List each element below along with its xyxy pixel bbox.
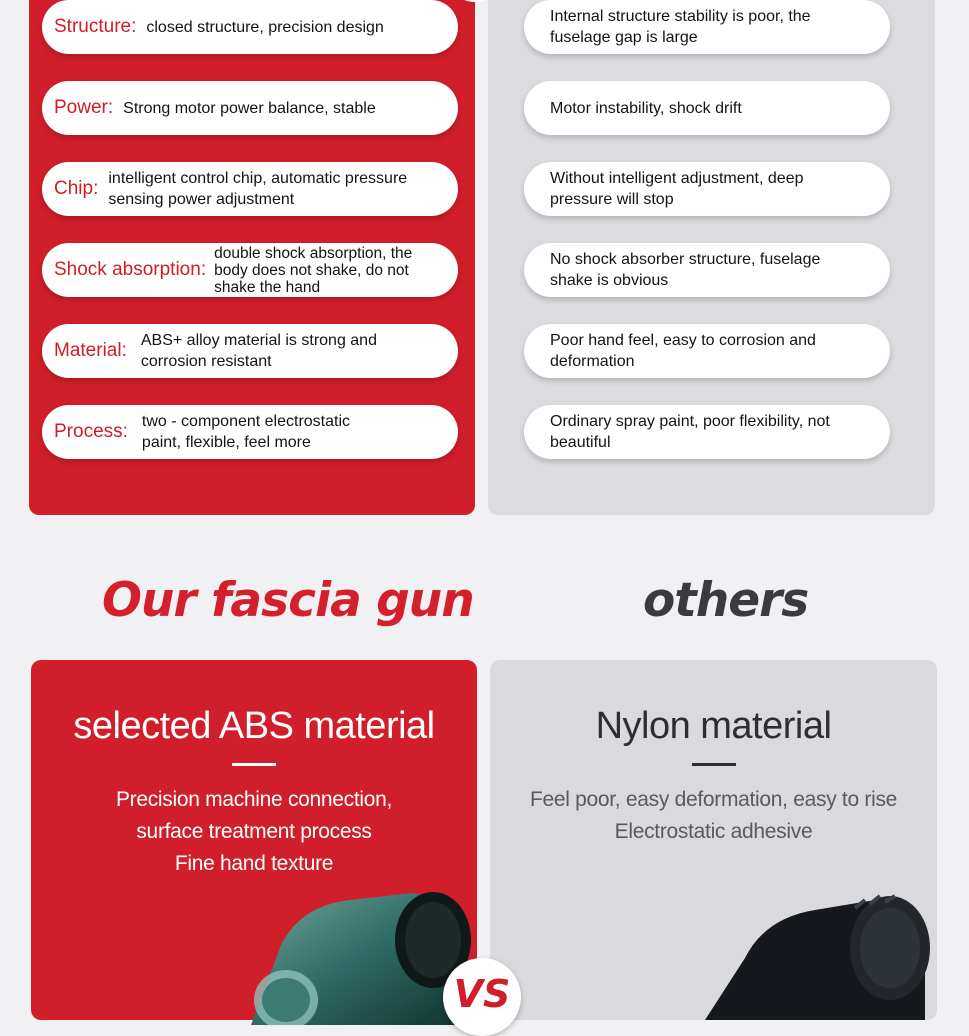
feature-text: closed structure, precision design [146,18,384,36]
feature-text: Strong motor power balance, stable [123,99,376,117]
material-title: selected ABS material [73,705,435,747]
our-material-panel [31,660,477,1020]
feature-pill-material [42,324,458,378]
material-desc-line: Feel poor, easy deformation, easy to rise [529,788,898,811]
other-feature-text: No shock absorber structure, fuselage shake is obvious [550,251,821,289]
other-pill-process [524,405,890,459]
feature-pill-shock-absorption [42,243,458,297]
title-divider [232,763,276,766]
feature-label: Process: [54,421,128,442]
our-heading: Our fascia gun [102,573,474,628]
material-description [490,784,937,848]
other-pill-chip [524,162,890,216]
green-fascia-gun-image [211,885,477,1025]
feature-pill-process [42,405,458,459]
feature-label: Shock absorption: [54,259,207,280]
feature-label: Power: [54,97,114,118]
feature-text: intelligent control chip, automatic pressure sensing power adjustment [108,170,408,208]
other-feature-text: Motor instability, shock drift [550,99,742,117]
feature-text: two - component electrostatic paint, flexible, feel more [141,413,351,451]
feature-pill-structure [42,0,458,54]
others-heading: others [643,573,809,628]
title-divider [692,763,736,766]
others-material-panel [490,660,937,1020]
other-feature-text: Poor hand feel, easy to corrosion and deformation [550,332,816,370]
feature-label: Structure: [54,16,137,37]
other-pill-power [524,81,890,135]
other-pill-material [524,324,890,378]
other-pill-shock [524,243,890,297]
black-fascia-gun-image [685,888,937,1020]
other-feature-text: Internal structure stability is poor, the fuselage gap is large [550,8,811,46]
vs-label: VS [453,972,511,1016]
feature-pill-chip [42,162,458,216]
feature-text: double shock absorption, the body does not shake, do not shake the hand [214,244,413,296]
feature-label: Chip: [54,178,99,199]
feature-text: ABS+ alloy material is strong and corrosion resistant [140,332,377,370]
feature-label: Material: [54,340,127,361]
material-desc-line: Electrostatic adhesive [614,820,813,843]
material-title: Nylon material [595,705,832,747]
other-pill-structure [524,0,890,54]
vs-badge [443,958,521,1036]
material-desc-line: Fine hand texture [174,852,334,875]
feature-pill-power [42,81,458,135]
material-description [31,784,477,880]
material-desc-line: surface treatment process [136,820,372,843]
other-feature-text: Ordinary spray paint, poor flexibility, not beautiful [550,413,830,451]
material-desc-line: Precision machine connection, [115,788,393,811]
other-feature-text: Without intelligent adjustment, deep pressure will stop [550,170,804,208]
